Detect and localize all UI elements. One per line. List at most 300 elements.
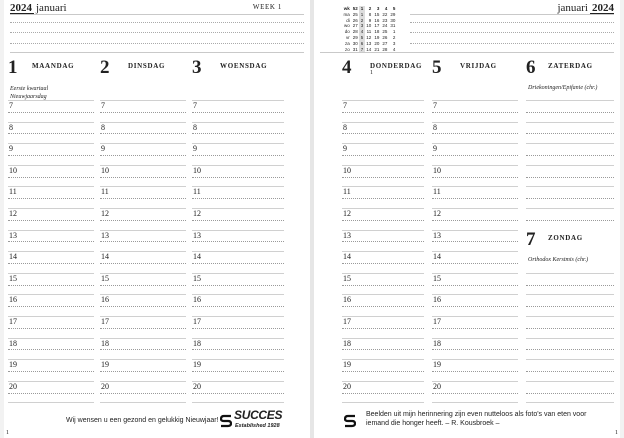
half-hour-rule: [8, 198, 94, 199]
mini-calendar-rowlabel: wk: [343, 6, 350, 11]
half-hour-rule: [526, 371, 614, 372]
mini-calendar-cell: 18: [374, 29, 380, 35]
note-line: [10, 43, 304, 44]
hour-rule: [8, 143, 94, 144]
half-hour-rule: [526, 328, 614, 329]
hour-label: 8: [101, 122, 105, 132]
mini-calendar-rowlabel: ma: [343, 11, 350, 17]
half-hour-rule: [432, 177, 518, 178]
mini-calendar-cell: 14: [366, 46, 372, 52]
hour-rule: [432, 100, 518, 101]
hour-label: 16: [9, 295, 17, 305]
hour-rule: [100, 294, 186, 295]
hour-rule: [342, 316, 424, 317]
half-hour-rule: [192, 112, 284, 113]
half-hour-rule: [342, 263, 424, 264]
hour-label: 13: [433, 230, 441, 240]
hour-label: 13: [9, 230, 17, 240]
hour-rule: [192, 338, 284, 339]
mini-calendar-cell: 27: [352, 23, 358, 29]
hour-label: 18: [343, 338, 351, 348]
hour-label: 7: [101, 101, 105, 110]
half-hour-rule: [192, 241, 284, 242]
half-hour-rule: [8, 133, 94, 134]
mini-calendar-cell: 2: [360, 17, 364, 23]
half-hour-rule: [192, 133, 284, 134]
hour-label: 18: [101, 338, 109, 348]
mini-calendar-cell: 23: [382, 17, 388, 23]
half-hour-rule: [526, 349, 614, 350]
half-hour-rule: [342, 285, 424, 286]
holiday-label: Orthodox Kerstmis (chr.): [528, 257, 589, 263]
half-hour-rule: [342, 133, 424, 134]
hour-label: 15: [9, 273, 17, 283]
hour-label: 19: [193, 360, 201, 370]
hour-rule: [526, 273, 614, 274]
succes-logo-icon: [344, 414, 356, 428]
mini-calendar-cell: 21: [374, 46, 380, 52]
mini-calendar-cell: 1: [360, 11, 364, 17]
hour-rule: [100, 402, 186, 403]
mini-calendar-cell: 25: [352, 11, 358, 17]
mini-calendar-cell: 1: [392, 29, 396, 35]
hour-rule: [100, 122, 186, 123]
hour-rule: [8, 251, 94, 252]
half-hour-rule: [100, 306, 186, 307]
hour-rule: [100, 273, 186, 274]
mini-calendar-cell: 4: [392, 46, 396, 52]
half-hour-rule: [8, 285, 94, 286]
half-hour-rule: [100, 328, 186, 329]
hour-label: 14: [9, 252, 17, 262]
hour-label: 14: [101, 252, 109, 262]
half-hour-rule: [342, 349, 424, 350]
day-name: ZATERDAG: [548, 62, 593, 70]
mini-calendar-cell: 3: [392, 40, 396, 46]
hour-label: 11: [101, 187, 109, 197]
hour-rule: [100, 143, 186, 144]
half-hour-rule: [8, 328, 94, 329]
mini-calendar-rowlabel: za: [345, 40, 350, 46]
half-hour-rule: [342, 328, 424, 329]
half-hour-rule: [8, 349, 94, 350]
half-hour-rule: [8, 155, 94, 156]
hour-label: 11: [193, 187, 201, 197]
mini-calendar-cell: 10: [366, 23, 372, 29]
day-number: 2: [100, 57, 110, 78]
half-hour-rule: [342, 177, 424, 178]
half-hour-rule: [432, 198, 518, 199]
half-hour-rule: [432, 112, 518, 113]
mini-calendar-cell: 15: [374, 11, 380, 17]
left-month: januari: [36, 2, 67, 14]
top-rule: [10, 14, 304, 15]
day-number: 4: [342, 57, 352, 78]
hour-rule: [342, 165, 424, 166]
half-hour-rule: [526, 306, 614, 307]
mini-calendar-cell: 29: [390, 11, 396, 17]
hour-rule: [526, 122, 614, 123]
hour-rule: [8, 100, 94, 101]
mini-calendar-cell: 17: [374, 23, 380, 29]
hour-rule: [432, 251, 518, 252]
hour-rule: [100, 208, 186, 209]
half-hour-rule: [342, 371, 424, 372]
mini-calendar-cell: 26: [352, 17, 358, 23]
mini-calendar-cell: 1: [360, 6, 364, 11]
hour-label: 12: [193, 209, 201, 218]
hour-label: 17: [193, 317, 201, 326]
day-number: 7: [526, 229, 536, 250]
hour-rule: [8, 122, 94, 123]
hour-rule: [8, 208, 94, 209]
left-page: [4, 0, 310, 438]
hour-rule: [526, 359, 614, 360]
note-line: [410, 43, 614, 44]
hour-rule: [8, 294, 94, 295]
hour-label: 20: [433, 381, 441, 391]
footer-greeting: Wij wensen u een gezond en gelukkig Nieuwjaar!: [66, 417, 219, 424]
hour-label: 9: [9, 144, 13, 154]
hour-label: 7: [343, 101, 347, 110]
page-number-left: 1: [6, 430, 9, 436]
hour-rule: [432, 143, 518, 144]
hour-rule: [192, 251, 284, 252]
mini-calendar-rowlabel: vr: [346, 34, 350, 40]
hour-rule: [432, 230, 518, 231]
hour-label: 15: [193, 273, 201, 283]
hour-label: 15: [343, 273, 351, 283]
hour-label: 7: [9, 101, 13, 110]
hour-rule: [342, 402, 424, 403]
half-hour-rule: [8, 220, 94, 221]
right-month: januari: [557, 2, 588, 14]
half-hour-rule: [192, 198, 284, 199]
hour-rule: [432, 402, 518, 403]
hour-label: 15: [433, 273, 441, 283]
half-hour-rule: [100, 371, 186, 372]
half-hour-rule: [100, 133, 186, 134]
footer-quote-line-1: Beelden uit mijn herinnering zijn even nutteloos als foto's van eten voor: [366, 411, 587, 418]
hour-rule: [342, 186, 424, 187]
day-name: ZONDAG: [548, 234, 583, 242]
hour-rule: [192, 122, 284, 123]
week-label: WEEK 1: [252, 3, 282, 11]
mini-calendar-cell: 8: [368, 11, 372, 17]
half-hour-rule: [526, 198, 614, 199]
hour-rule: [342, 251, 424, 252]
hour-label: 11: [343, 187, 351, 197]
mini-calendar-cell: 7: [360, 46, 364, 52]
mini-calendar-cell: 19: [374, 34, 380, 40]
hour-label: 20: [343, 381, 351, 391]
holiday-label: Eerste kwartaal: [10, 86, 49, 92]
hour-rule: [526, 338, 614, 339]
hour-label: 12: [433, 209, 441, 218]
hour-label: 12: [101, 209, 109, 218]
note-line: [10, 32, 304, 33]
hour-label: 9: [193, 144, 197, 154]
hour-rule: [192, 381, 284, 382]
mini-calendar-cell: 22: [382, 11, 388, 17]
half-hour-rule: [192, 306, 284, 307]
note-line: [410, 22, 614, 23]
hour-label: 17: [101, 317, 109, 326]
hour-rule: [100, 359, 186, 360]
half-hour-rule: [342, 220, 424, 221]
half-hour-rule: [432, 306, 518, 307]
hour-rule: [8, 402, 94, 403]
mini-calendar-grid: [342, 6, 397, 52]
top-rule: [410, 14, 614, 15]
half-hour-rule: [8, 371, 94, 372]
hour-label: 13: [101, 230, 109, 240]
hour-label: 20: [101, 381, 109, 391]
mini-calendar-cell: 4: [360, 29, 364, 35]
hour-rule: [342, 273, 424, 274]
hour-rule: [432, 316, 518, 317]
half-hour-rule: [100, 155, 186, 156]
half-hour-rule: [526, 393, 614, 394]
hour-label: 11: [9, 187, 17, 197]
half-hour-rule: [526, 155, 614, 156]
mini-calendar-rowlabel: wo: [344, 23, 350, 29]
week-number: 1: [370, 70, 373, 76]
hour-rule: [192, 100, 284, 101]
right-page: [314, 0, 620, 438]
hour-label: 8: [9, 122, 13, 132]
top-rule: [10, 52, 304, 53]
hour-label: 16: [193, 295, 201, 305]
hour-rule: [192, 273, 284, 274]
half-hour-rule: [526, 285, 614, 286]
half-hour-rule: [8, 112, 94, 113]
hour-rule: [342, 100, 424, 101]
half-hour-rule: [8, 263, 94, 264]
half-hour-rule: [432, 285, 518, 286]
hour-rule: [8, 316, 94, 317]
hour-rule: [526, 186, 614, 187]
hour-rule: [432, 186, 518, 187]
mini-calendar-cell: 30: [390, 17, 396, 23]
hour-label: 14: [193, 252, 201, 262]
half-hour-rule: [342, 112, 424, 113]
hour-label: 7: [193, 101, 197, 110]
hour-rule: [192, 316, 284, 317]
half-hour-rule: [342, 155, 424, 156]
hour-rule: [100, 186, 186, 187]
hour-label: 18: [9, 338, 17, 348]
mini-calendar-cell: 26: [382, 34, 388, 40]
hour-label: 8: [343, 122, 347, 132]
hour-label: 10: [101, 165, 109, 175]
left-year: 2024: [10, 2, 32, 14]
half-hour-rule: [526, 112, 614, 113]
half-hour-rule: [8, 177, 94, 178]
hour-label: 9: [101, 144, 105, 154]
hour-rule: [342, 381, 424, 382]
half-hour-rule: [8, 393, 94, 394]
hour-label: 17: [433, 317, 441, 326]
half-hour-rule: [100, 112, 186, 113]
mini-calendar: [342, 6, 397, 52]
succes-logo-icon: [220, 414, 232, 428]
hour-rule: [8, 338, 94, 339]
day-name: DONDERDAG: [370, 62, 423, 70]
hour-label: 16: [343, 295, 351, 305]
hour-rule: [100, 100, 186, 101]
hour-label: 17: [343, 317, 351, 326]
hour-label: 19: [433, 360, 441, 370]
hour-label: 18: [433, 338, 441, 348]
half-hour-rule: [100, 393, 186, 394]
hour-rule: [8, 186, 94, 187]
hour-rule: [8, 230, 94, 231]
note-line: [10, 22, 304, 23]
half-hour-rule: [192, 393, 284, 394]
mini-calendar-cell: 13: [366, 40, 372, 46]
mini-calendar-cell: 28: [382, 46, 388, 52]
half-hour-rule: [100, 220, 186, 221]
mini-calendar-cell: 11: [366, 29, 372, 35]
hour-rule: [192, 143, 284, 144]
half-hour-rule: [192, 177, 284, 178]
hour-label: 17: [9, 317, 17, 326]
hour-label: 19: [101, 360, 109, 370]
hour-label: 14: [343, 252, 351, 262]
hour-rule: [342, 230, 424, 231]
hour-rule: [100, 316, 186, 317]
hour-label: 12: [343, 209, 351, 218]
brand-name: SUCCES: [234, 408, 283, 422]
hour-rule: [192, 230, 284, 231]
hour-rule: [526, 294, 614, 295]
mini-calendar-cell: 31: [390, 23, 396, 29]
hour-rule: [342, 294, 424, 295]
hour-label: 12: [9, 209, 17, 218]
hour-rule: [192, 294, 284, 295]
day-number: 5: [432, 57, 442, 78]
hour-rule: [8, 359, 94, 360]
top-rule: [320, 52, 614, 53]
mini-calendar-rowlabel: di: [346, 17, 350, 23]
hour-rule: [432, 122, 518, 123]
half-hour-rule: [192, 220, 284, 221]
hour-rule: [192, 186, 284, 187]
footer-quote-line-2: iemand die honger heeft. – R. Kousbroek –: [366, 420, 500, 427]
hour-rule: [432, 208, 518, 209]
hour-label: 10: [9, 165, 17, 175]
day-name: MAANDAG: [32, 62, 75, 70]
day-number: 6: [526, 57, 536, 78]
mini-calendar-cell: 52: [352, 6, 358, 11]
hour-rule: [526, 100, 614, 101]
hour-rule: [100, 338, 186, 339]
hour-rule: [342, 359, 424, 360]
hour-rule: [342, 208, 424, 209]
note-line: [410, 32, 614, 33]
hour-rule: [432, 338, 518, 339]
half-hour-rule: [100, 263, 186, 264]
hour-label: 13: [343, 230, 351, 240]
mini-calendar-cell: 3: [360, 23, 364, 29]
hour-label: 9: [343, 144, 347, 154]
mini-calendar-cell: 16: [374, 17, 380, 23]
mini-calendar-cell: 30: [352, 40, 358, 46]
hour-rule: [192, 165, 284, 166]
mini-calendar-cell: 12: [366, 34, 372, 40]
mini-calendar-cell: 5: [360, 34, 364, 40]
half-hour-rule: [342, 241, 424, 242]
hour-rule: [526, 143, 614, 144]
half-hour-rule: [192, 263, 284, 264]
mini-calendar-cell: 28: [352, 29, 358, 35]
holiday-label: Nieuwjaarsdag: [10, 94, 47, 100]
half-hour-rule: [100, 198, 186, 199]
hour-label: 7: [433, 101, 437, 110]
half-hour-rule: [192, 155, 284, 156]
hour-rule: [100, 230, 186, 231]
hour-rule: [342, 122, 424, 123]
half-hour-rule: [192, 349, 284, 350]
mini-calendar-cell: 29: [352, 34, 358, 40]
half-hour-rule: [100, 177, 186, 178]
day-name: VRIJDAG: [460, 62, 497, 70]
hour-rule: [192, 359, 284, 360]
hour-rule: [526, 316, 614, 317]
mini-calendar-cell: 2: [392, 34, 396, 40]
hour-label: 8: [433, 122, 437, 132]
holiday-label: Driekoningen/Epifanie (chr.): [528, 85, 598, 91]
half-hour-rule: [432, 371, 518, 372]
hour-rule: [342, 338, 424, 339]
half-hour-rule: [100, 285, 186, 286]
day-name: WOENSDAG: [220, 62, 268, 70]
hour-label: 10: [433, 165, 441, 175]
hour-label: 13: [193, 230, 201, 240]
half-hour-rule: [432, 220, 518, 221]
hour-rule: [526, 208, 614, 209]
hour-label: 18: [193, 338, 201, 348]
half-hour-rule: [432, 241, 518, 242]
half-hour-rule: [432, 133, 518, 134]
hour-rule: [432, 294, 518, 295]
hour-label: 16: [433, 295, 441, 305]
mini-calendar-cell: 4: [384, 6, 388, 11]
hour-label: 20: [9, 381, 17, 391]
hour-label: 15: [101, 273, 109, 283]
mini-calendar-cell: 3: [376, 6, 380, 11]
hour-rule: [526, 381, 614, 382]
hour-rule: [8, 381, 94, 382]
half-hour-rule: [8, 241, 94, 242]
mini-calendar-cell: 25: [382, 29, 388, 35]
half-hour-rule: [192, 371, 284, 372]
hour-rule: [432, 273, 518, 274]
mini-calendar-cell: 5: [392, 6, 396, 11]
page-number-right: 1: [615, 430, 618, 436]
hour-rule: [432, 359, 518, 360]
hour-rule: [100, 251, 186, 252]
half-hour-rule: [526, 133, 614, 134]
day-number: 1: [8, 57, 18, 78]
mini-calendar-cell: 20: [374, 40, 380, 46]
half-hour-rule: [342, 198, 424, 199]
hour-label: 16: [101, 295, 109, 305]
half-hour-rule: [432, 155, 518, 156]
hour-label: 10: [343, 165, 351, 175]
mini-calendar-cell: 9: [368, 17, 372, 23]
